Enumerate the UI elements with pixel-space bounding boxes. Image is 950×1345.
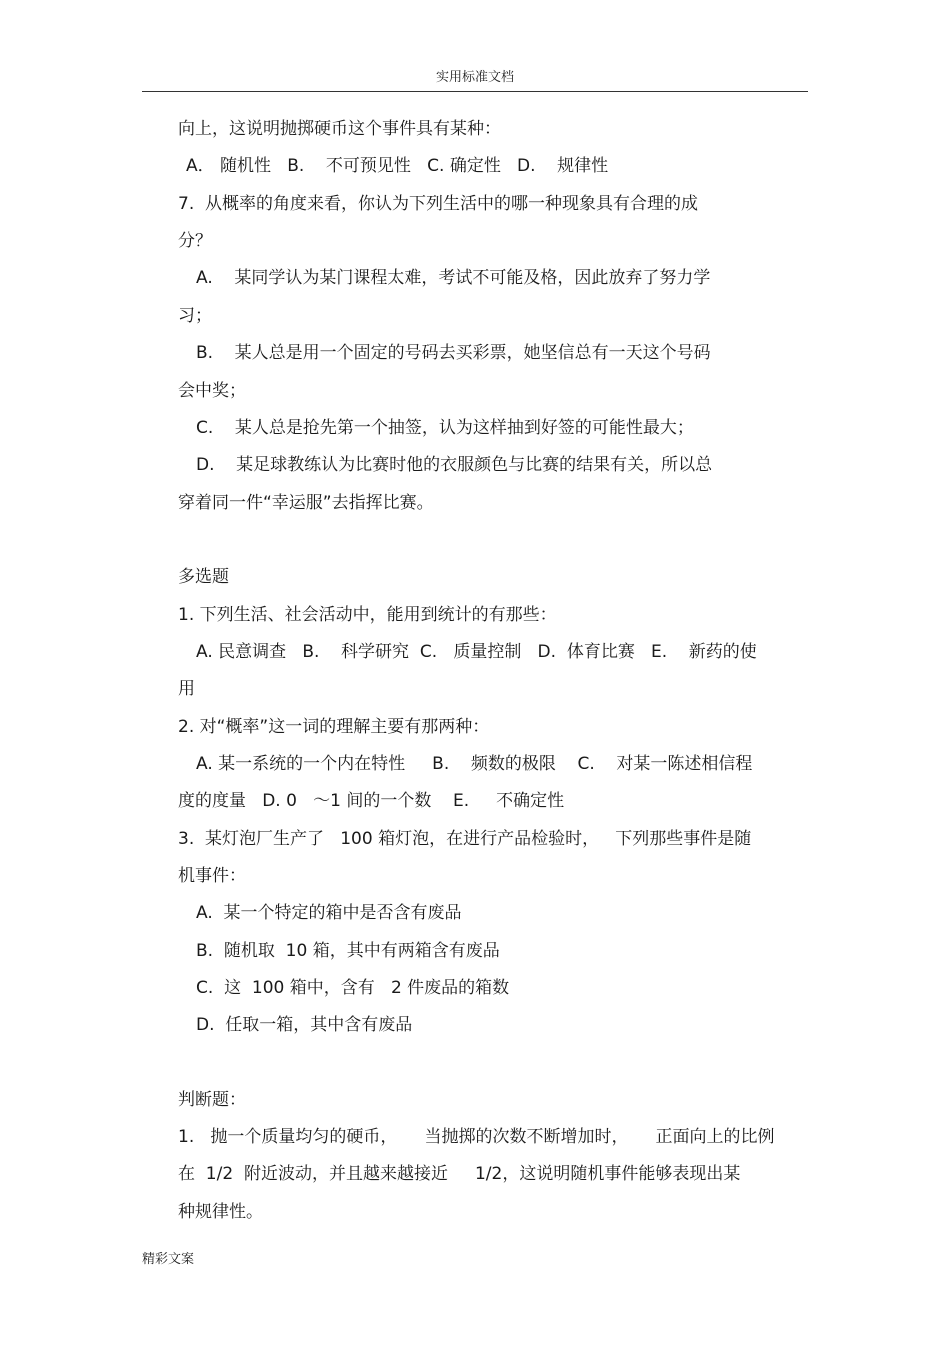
header-divider [142, 91, 808, 92]
text-line: 在 1/2 附近波动，并且越来越接近 1/2，这说明随机事件能够表现出某 [178, 1164, 741, 1184]
text-line: 3. 某灯泡厂生产了 100 箱灯泡，在进行产品检验时， 下列那些事件是随 [178, 829, 752, 849]
text-line: D. 某足球教练认为比赛时他的衣服颜色与比赛的结果有关，所以总 [196, 455, 713, 475]
text-line: C. 这 100 箱中，含有 2 件废品的箱数 [196, 978, 510, 998]
text-line: B. 随机取 10 箱，其中有两箱含有废品 [196, 941, 500, 961]
page-header: 实用标准文档 [435, 70, 514, 85]
section-heading: 多选题 [178, 567, 229, 587]
text-line: 用 [178, 679, 195, 699]
text-line: A． 随机性 B. 不可预见性 C. 确定性 D. 规律性 [186, 156, 609, 176]
page-footer: 精彩文案 [142, 1252, 195, 1267]
text-line: 度的度量 D. 0 ～1 间的一个数 E. 不确定性 [178, 791, 565, 811]
text-line: D. 任取一箱，其中含有废品 [196, 1015, 413, 1035]
text-line: 1. 下列生活、社会活动中，能用到统计的有那些： [178, 605, 557, 625]
text-line: 种规律性。 [178, 1202, 263, 1222]
text-line: 2. 对“概率”这一词的理解主要有那两种： [178, 717, 490, 737]
text-line: 机事件： [178, 866, 246, 886]
text-line: 习； [178, 306, 212, 326]
text-line: A. 某同学认为某门课程太难，考试不可能及格，因此放弃了努力学 [196, 268, 711, 288]
text-line: 会中奖； [178, 381, 246, 401]
text-line: 穿着同一件“幸运服”去指挥比赛。 [178, 493, 434, 513]
text-line: 分？ [178, 231, 212, 251]
text-line: 7. 从概率的角度来看，你认为下列生活中的哪一种现象具有合理的成 [178, 194, 699, 214]
section-heading: 判断题： [178, 1090, 246, 1110]
text-line: A. 某一个特定的箱中是否含有废品 [196, 903, 462, 923]
text-line: C. 某人总是抢先第一个抽签，认为这样抽到好签的可能性最大； [196, 418, 694, 438]
text-line: A. 民意调查 B. 科学研究 C. 质量控制 D. 体育比赛 E. 新药的使 [196, 642, 757, 662]
text-line: 向上，这说明抛掷硬币这个事件具有某种： [178, 119, 501, 139]
text-line: 1. 抛一个质量均匀的硬币， 当抛掷的次数不断增加时， 正面向上的比例 [178, 1127, 775, 1147]
text-line: A. 某一系统的一个内在特性 B. 频数的极限 C. 对某一陈述相信程 [196, 754, 753, 774]
text-line: B. 某人总是用一个固定的号码去买彩票，她坚信总有一天这个号码 [196, 343, 711, 363]
